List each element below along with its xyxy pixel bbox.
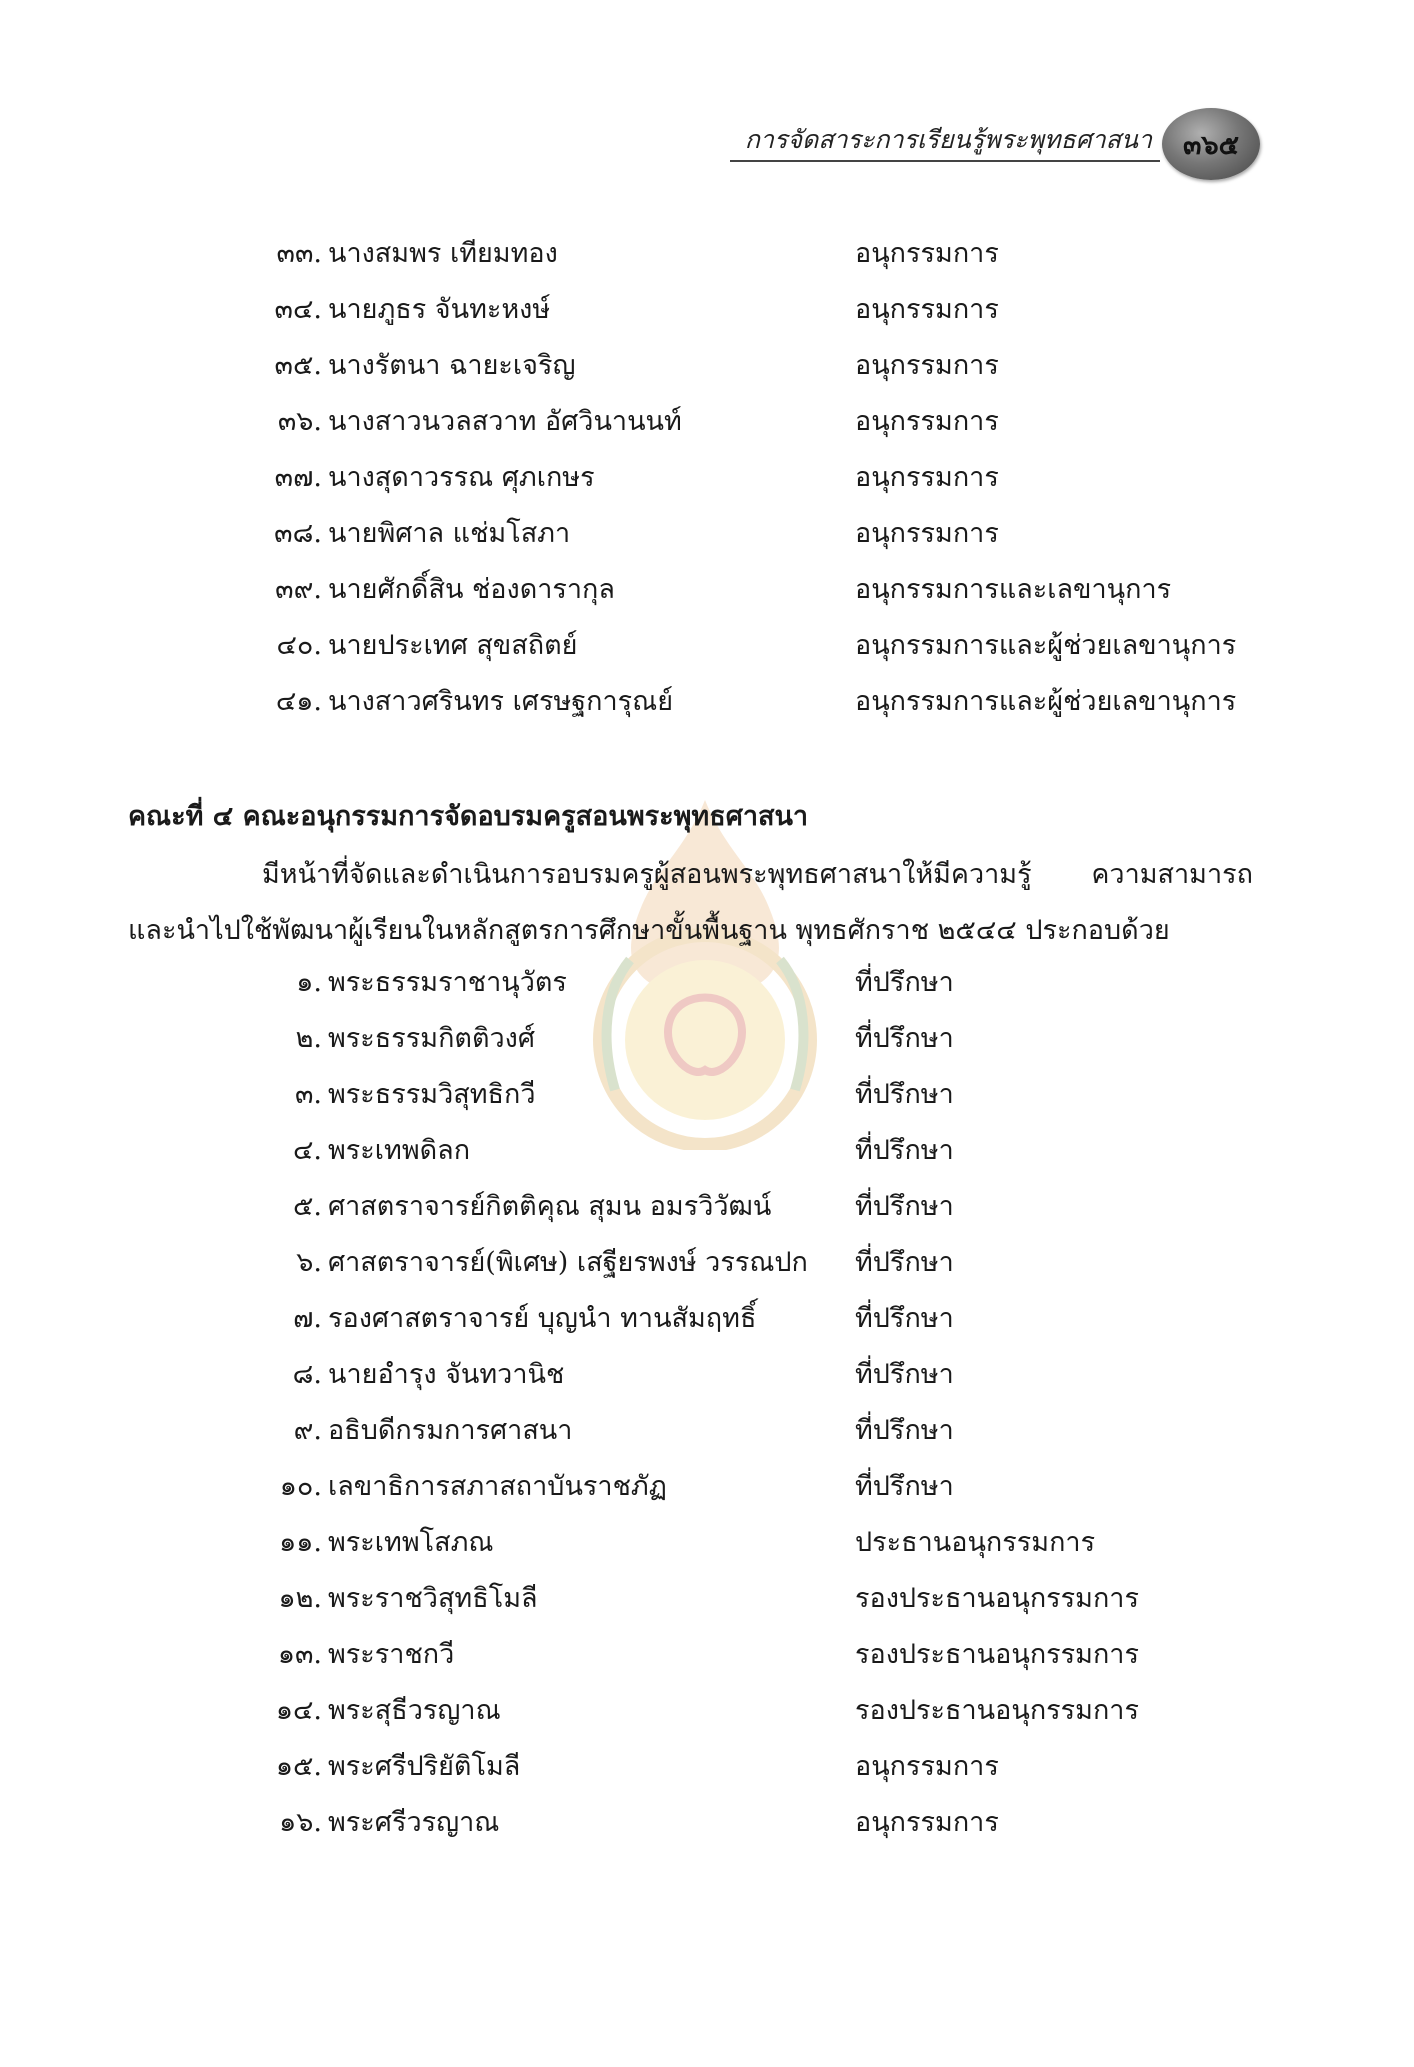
list-item [0, 1627, 1414, 1683]
list-item [0, 1683, 1414, 1739]
list-item [0, 338, 1414, 394]
list-item [0, 1795, 1414, 1851]
member-num: ๔. [292, 1135, 322, 1166]
list-item [0, 1123, 1414, 1179]
list-item [0, 674, 1414, 730]
member-role: รองประธานอนุกรรมการ [855, 1583, 1139, 1614]
list-item [0, 394, 1414, 450]
header-title: การจัดสาระการเรียนรู้พระพุทธศาสนา [744, 125, 1152, 154]
member-name: พระราชกวี [328, 1639, 455, 1670]
list-item [0, 1347, 1414, 1403]
member-name: ศาสตราจารย์(พิเศษ) เสฐียรพงษ์ วรรณปก [328, 1247, 808, 1278]
member-role: อนุกรรมการและเลขานุการ [855, 574, 1172, 605]
list-item [0, 618, 1414, 674]
list-item [0, 955, 1414, 1011]
section-description: มีหน้าที่จัดและดำเนินการอบรมครูผู้สอนพระพุทธศาสนาให้มีความรู้ ความสามารถ และนำไปใช้พัฒนาผู้เรียนในหลักสูตรการศึกษาขั้นพื้นฐาน พุทธศักราช ๒๕๔๔ ประกอบด้วย [128, 859, 1253, 946]
list-item [0, 506, 1414, 562]
member-name: พระเทพโสภณ [328, 1527, 494, 1558]
member-num: ๕. [292, 1191, 322, 1222]
member-num: ๑๕. [275, 1751, 322, 1782]
member-role: ที่ปรึกษา [855, 1023, 954, 1054]
list-item [0, 1235, 1414, 1291]
member-num: ๓๗. [274, 462, 322, 493]
member-name: นายศักดิ์สิน ช่องดารากุล [328, 574, 615, 605]
member-name: พระศรีวรญาณ [328, 1807, 500, 1838]
member-name: พระศรีปริยัติโมลี [328, 1751, 521, 1782]
member-name: ศาสตราจารย์กิตติคุณ สุมน อมรวิวัฒน์ [328, 1191, 772, 1222]
list-item [0, 1067, 1414, 1123]
member-num: ๑๖. [279, 1807, 322, 1838]
member-list-part2 [0, 955, 1414, 1851]
member-role: ที่ปรึกษา [855, 1135, 954, 1166]
member-name: พระราชวิสุทธิโมลี [328, 1583, 538, 1614]
member-role: อนุกรรมการ [855, 350, 999, 381]
member-num: ๓๙. [275, 574, 322, 605]
member-role: อนุกรรมการ [855, 1807, 999, 1838]
list-item [0, 562, 1414, 618]
member-role: ที่ปรึกษา [855, 1247, 954, 1278]
member-num: ๑. [296, 967, 322, 998]
member-role: ที่ปรึกษา [855, 1359, 954, 1390]
member-num: ๓. [294, 1079, 322, 1110]
member-num: ๑๑. [279, 1527, 322, 1558]
member-role: อนุกรรมการ [855, 462, 999, 493]
member-name: เลขาธิการสภาสถาบันราชภัฏ [328, 1471, 667, 1502]
member-role: ที่ปรึกษา [855, 1191, 954, 1222]
member-name: นางสุดาวรรณ ศุภเกษร [328, 462, 595, 493]
member-name: นางสาวศรินทร เศรษฐการุณย์ [328, 686, 674, 717]
member-role: อนุกรรมการ [855, 1751, 999, 1782]
member-role: ที่ปรึกษา [855, 1079, 954, 1110]
list-item [0, 1459, 1414, 1515]
member-num: ๔๑. [275, 686, 322, 717]
running-header [700, 108, 1260, 188]
member-num: ๑๐. [279, 1471, 322, 1502]
member-name: อธิบดีกรมการศาสนา [328, 1415, 573, 1446]
member-role: ที่ปรึกษา [855, 1415, 954, 1446]
list-item [0, 1571, 1414, 1627]
member-num: ๑๔. [275, 1695, 322, 1726]
member-name: นายอำรุง จันทวานิช [328, 1359, 565, 1390]
member-role: ที่ปรึกษา [855, 967, 954, 998]
member-num: ๑๓. [277, 1639, 322, 1670]
member-role: ที่ปรึกษา [855, 1471, 954, 1502]
member-role: ที่ปรึกษา [855, 1303, 954, 1334]
member-num: ๓๘. [274, 518, 322, 549]
member-role: รองประธานอนุกรรมการ [855, 1695, 1139, 1726]
member-role: ประธานอนุกรรมการ [855, 1527, 1096, 1558]
member-role: อนุกรรมการและผู้ช่วยเลขานุการ [855, 686, 1237, 717]
member-name: นางสาวนวลสวาท อัศวินานนท์ [328, 406, 682, 437]
member-name: นางรัตนา ฉายะเจริญ [328, 350, 576, 381]
member-num: ๔๐. [276, 630, 322, 661]
member-name: รองศาสตราจารย์ บุญนำ ทานสัมฤทธิ์ [328, 1303, 757, 1334]
list-item [0, 1515, 1414, 1571]
list-item [0, 1179, 1414, 1235]
member-role: อนุกรรมการ [855, 294, 999, 325]
member-num: ๑๒. [278, 1583, 322, 1614]
list-item [0, 226, 1414, 282]
member-name: นางสมพร เทียมทอง [328, 238, 558, 269]
member-role: อนุกรรมการ [855, 238, 999, 269]
member-num: ๒. [295, 1023, 322, 1054]
member-name: พระสุธีวรญาณ [328, 1695, 501, 1726]
member-list-part1 [0, 226, 1414, 730]
member-num: ๓๓. [276, 238, 322, 269]
page-number-badge [1162, 108, 1260, 180]
member-name: พระธรรมกิตติวงศ์ [328, 1023, 535, 1054]
section-heading: คณะที่ ๔ คณะอนุกรรมการจัดอบรมครูสอนพระพุทธศาสนา [128, 801, 809, 832]
list-item [0, 1739, 1414, 1795]
member-name: นายประเทศ สุขสถิตย์ [328, 630, 578, 661]
list-item [0, 1011, 1414, 1067]
member-name: นายพิศาล แช่มโสภา [328, 518, 571, 549]
list-item [0, 1403, 1414, 1459]
member-role: อนุกรรมการ [855, 518, 999, 549]
member-name: นายภูธร จันทะหงษ์ [328, 294, 551, 325]
member-name: พระธรรมวิสุทธิกวี [328, 1079, 536, 1110]
member-name: พระเทพดิลก [328, 1135, 471, 1166]
member-num: ๓๔. [274, 294, 322, 325]
member-num: ๙. [293, 1415, 322, 1446]
list-item [0, 1291, 1414, 1347]
header-rule [730, 160, 1160, 162]
member-role: อนุกรรมการ [855, 406, 999, 437]
member-num: ๓๕. [274, 350, 322, 381]
member-num: ๗. [293, 1303, 322, 1334]
list-item [0, 282, 1414, 338]
page-number: ๓๖๕ [1182, 129, 1240, 161]
member-role: รองประธานอนุกรรมการ [855, 1639, 1139, 1670]
member-num: ๖. [296, 1247, 322, 1278]
member-role: อนุกรรมการและผู้ช่วยเลขานุการ [855, 630, 1237, 661]
member-num: ๘. [292, 1359, 322, 1390]
list-item [0, 450, 1414, 506]
member-num: ๓๖. [277, 406, 322, 437]
member-name: พระธรรมราชานุวัตร [328, 967, 567, 998]
